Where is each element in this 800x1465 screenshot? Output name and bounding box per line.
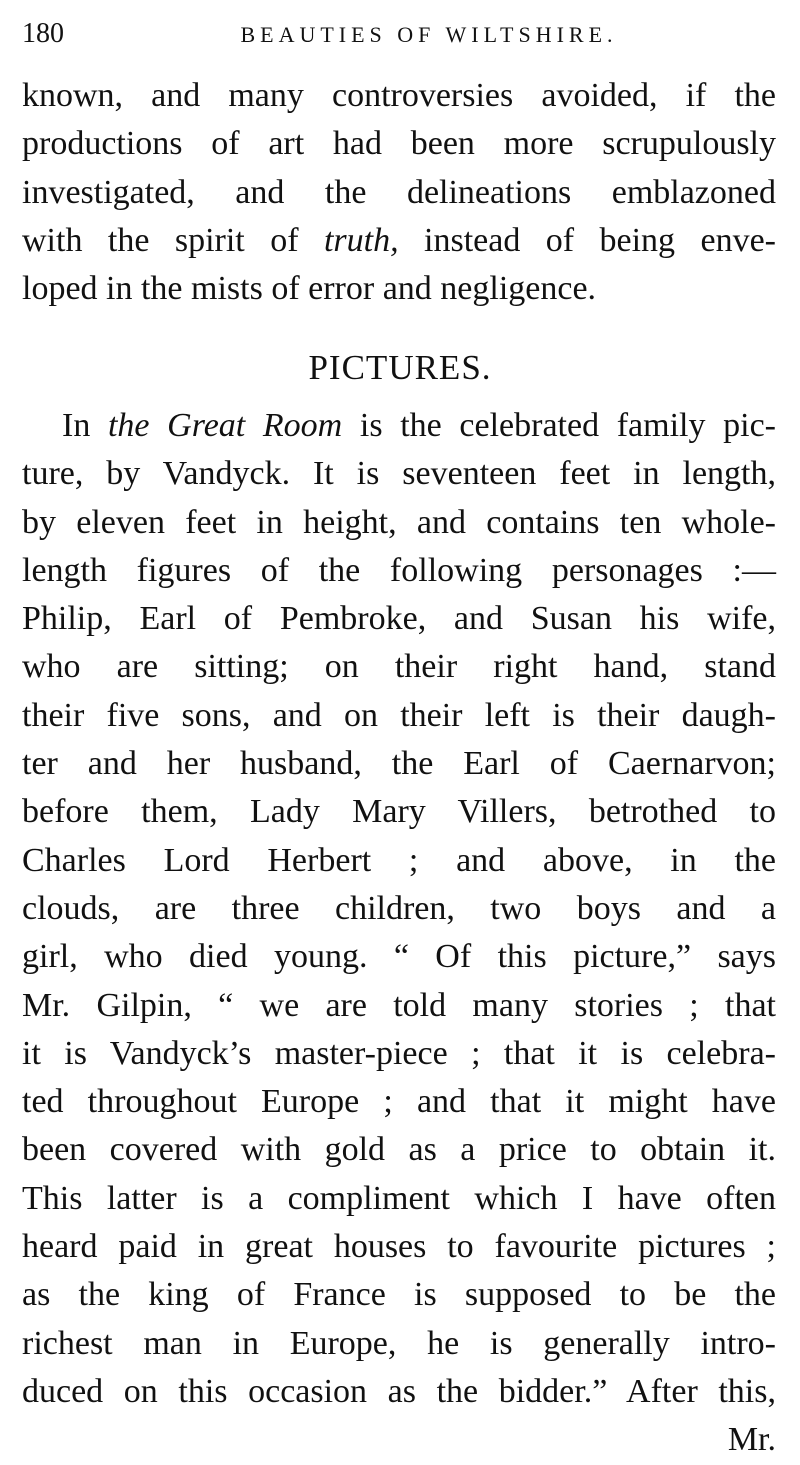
intro-paragraph	[22, 72, 776, 313]
text-line: Mr. Gilpin, “ we are told many stories ; that	[22, 986, 776, 1024]
text-line: richest man in Europe, he is generally intro-	[22, 1324, 776, 1362]
text-line: ted throughout Europe ; and that it might have	[22, 1083, 776, 1121]
text-span: instead of being enve-	[398, 221, 776, 259]
page-number: 180	[22, 18, 64, 49]
text-span: is the celebrated family pic-	[342, 407, 776, 444]
text-line: clouds, are three children, two boys and a	[22, 889, 776, 927]
pictures-paragraph	[22, 402, 776, 1465]
text-span: In	[62, 407, 108, 444]
text-line-with-italic	[22, 217, 776, 265]
text-line-with-italic	[22, 402, 776, 450]
running-head: BEAUTIES OF WILTSHIRE.	[240, 22, 618, 47]
text-line: productions of art had been more scrupulously	[22, 125, 776, 163]
text-line: girl, who died young. “ Of this picture,” says	[22, 938, 776, 976]
section-heading: PICTURES.	[308, 348, 492, 387]
page-header	[22, 16, 776, 56]
italic-room-name: the Great Room	[107, 407, 343, 444]
text-line: by eleven feet in height, and contains ten whole-	[22, 503, 776, 541]
text-line: known, and many controversies avoided, if the	[22, 77, 776, 114]
text-span: with the spirit of	[22, 221, 324, 259]
text-line: Charles Lord Herbert ; and above, in the	[22, 841, 776, 879]
text-line: who are sitting; on their right hand, stand	[22, 648, 776, 686]
text-line: duced on this occasion as the bidder.” After this,	[22, 1372, 776, 1410]
text-line: length figures of the following personages :—	[22, 551, 776, 589]
text-line: This latter is a compliment which I have often	[22, 1179, 776, 1217]
text-line: ture, by Vandyck. It is seventeen feet in length,	[22, 455, 776, 493]
text-line: it is Vandyck’s master-piece ; that it is celebra-	[22, 1034, 776, 1072]
catchword: Mr.	[727, 1421, 776, 1459]
text-line: heard paid in great houses to favourite pictures ;	[22, 1228, 776, 1266]
italic-word: truth,	[323, 221, 399, 259]
text-line: loped in the mists of error and negligence.	[22, 270, 597, 308]
text-line: their five sons, and on their left is their daugh-	[22, 696, 776, 734]
text-line: before them, Lady Mary Villers, betrothed to	[22, 793, 776, 831]
text-line: ter and her husband, the Earl of Caernarvon;	[22, 745, 776, 783]
text-line: investigated, and the delineations emblazoned	[22, 173, 776, 211]
text-line: Philip, Earl of Pembroke, and Susan his wife,	[22, 600, 776, 638]
text-line: as the king of France is supposed to be the	[22, 1276, 776, 1314]
text-line: been covered with gold as a price to obtain it.	[22, 1131, 776, 1169]
